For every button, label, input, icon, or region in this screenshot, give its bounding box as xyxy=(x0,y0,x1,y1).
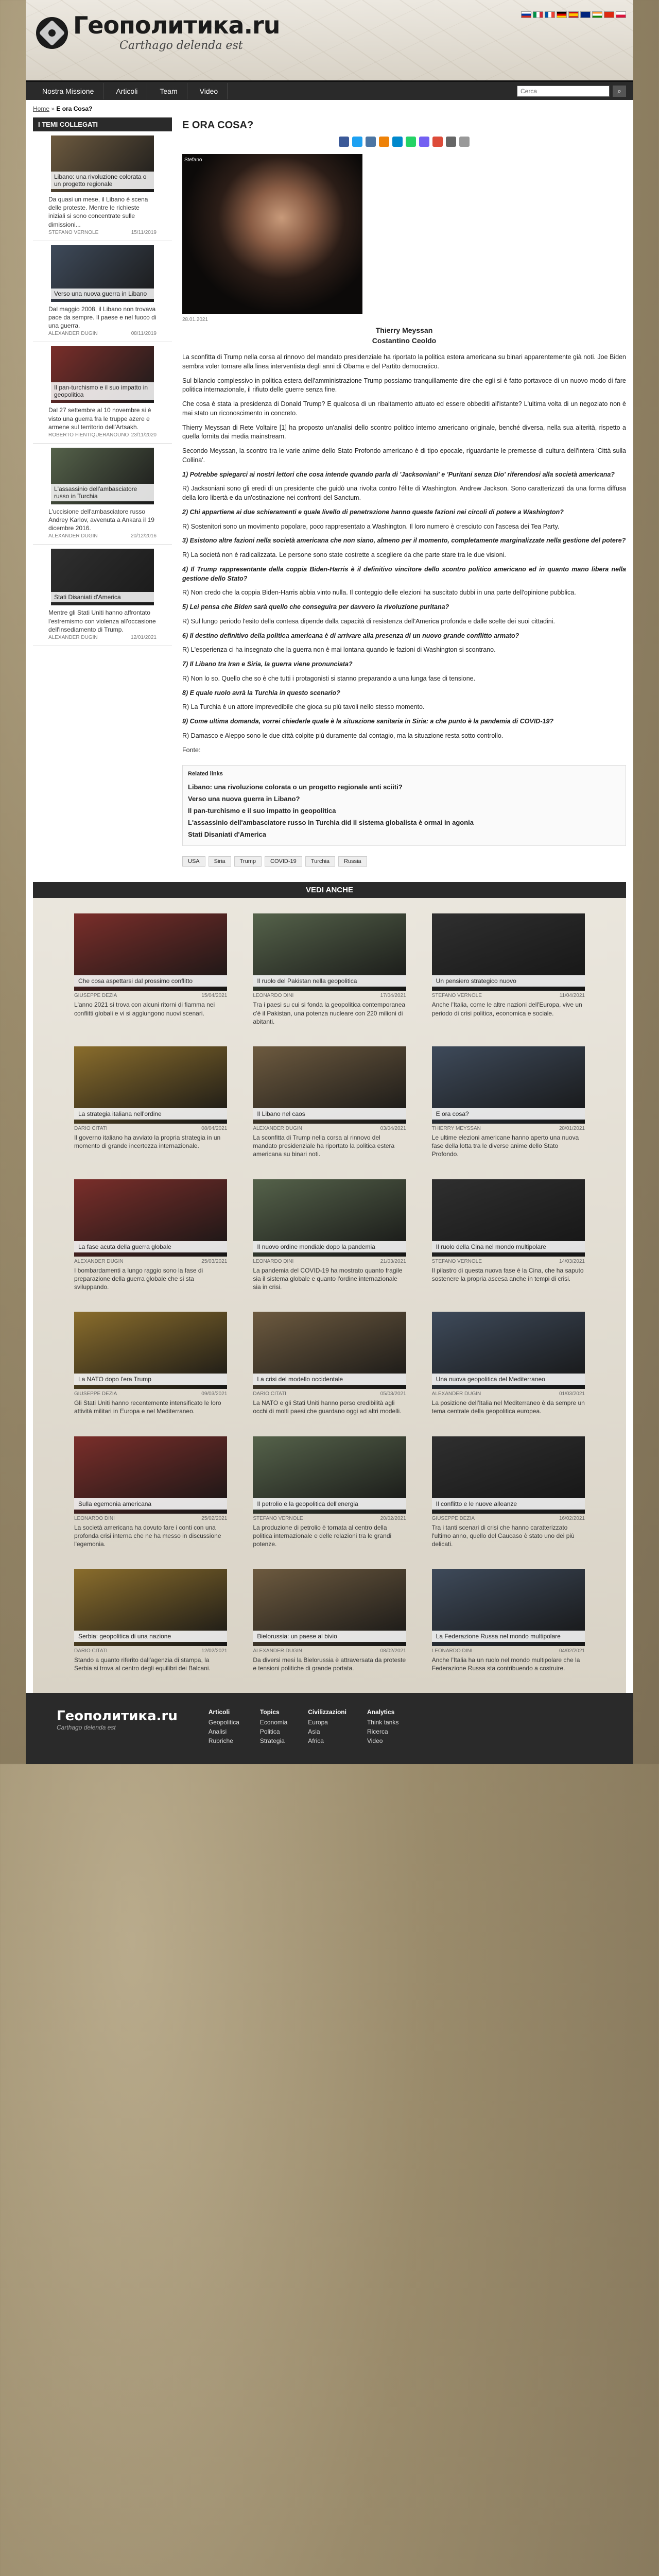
card-date: 14/03/2021 xyxy=(559,1258,585,1264)
footer-column-heading: Topics xyxy=(259,1708,280,1716)
related-links xyxy=(182,765,626,846)
nav-item-video[interactable]: Video xyxy=(190,83,228,99)
breadcrumb-home[interactable]: Home xyxy=(33,105,50,112)
interview-answer: R) L'esperienza ci ha insegnato che la guerra non è mai lontana quando le fazioni di Washington si scontrano. xyxy=(182,646,496,654)
footer-link[interactable]: Asia xyxy=(308,1728,320,1736)
footer-logo[interactable]: Геополитика.ru xyxy=(57,1708,178,1724)
nav-item-team[interactable]: Team xyxy=(150,83,187,99)
card-image[interactable] xyxy=(432,1046,585,1124)
sidebar-article-date: 12/01/2021 xyxy=(130,635,157,640)
card-date: 28/01/2021 xyxy=(559,1126,585,1131)
card-image[interactable] xyxy=(253,913,406,991)
card-author: STEFANO VERNOLE xyxy=(431,1258,482,1264)
see-also-card[interactable] xyxy=(253,1046,406,1159)
see-also-card[interactable] xyxy=(253,1569,406,1672)
nav-item-missione[interactable]: Nostra Missione xyxy=(33,83,103,99)
footer-column xyxy=(367,1708,398,1745)
see-also-card[interactable] xyxy=(253,913,406,1026)
related-link[interactable]: Il pan-turchismo e il suo impatto in geopolitica xyxy=(188,807,336,815)
footer-column xyxy=(308,1708,346,1745)
card-meta xyxy=(432,1124,585,1133)
sidebar-article[interactable] xyxy=(33,342,172,444)
card-text: Anche l'Italia ha un ruolo nel mondo multipolare che la Federazione Russa sta contribuendo a costruire. xyxy=(431,1656,580,1672)
card-text: Le ultime elezioni americane hanno aperto una nuova fase della lotta tra le diverse anime dello Stato Profondo. xyxy=(431,1134,579,1158)
whatsapp-icon[interactable] xyxy=(406,137,416,147)
footer-column xyxy=(209,1708,239,1745)
interview-question: 7) Il Libano tra Iran e Siria, la guerra viene pronunciata? xyxy=(182,660,353,668)
flag-en-icon[interactable] xyxy=(580,11,591,18)
card-image[interactable] xyxy=(74,1312,227,1389)
card-author: GIUSEPPE DEZIA xyxy=(431,1515,475,1521)
card-author: THIERRY MEYSSAN xyxy=(431,1126,481,1131)
card-meta xyxy=(74,1389,227,1399)
sidebar-thumbnail[interactable] xyxy=(51,549,154,605)
vk-icon[interactable] xyxy=(366,137,376,147)
card-image[interactable] xyxy=(253,1312,406,1389)
twitter-icon[interactable] xyxy=(352,137,362,147)
tag-chip[interactable]: Siria xyxy=(209,856,231,867)
interview-question: 2) Chi appartiene ai due schieramenti e quale livello di penetrazione hanno queste fazioni nei circoli di potere a Washington? xyxy=(182,508,564,516)
main-nav xyxy=(26,80,633,100)
card-date: 21/03/2021 xyxy=(380,1258,406,1264)
sidebar-article-text: Mentre gli Stati Uniti hanno affrontato l'estremismo con violenza all'occasione dell'insediamento di Trump. xyxy=(48,609,156,633)
see-also-card[interactable] xyxy=(74,913,227,1026)
sidebar-article-date: 08/11/2019 xyxy=(131,331,157,337)
interview-answer: R) Damasco e Aleppo sono le due città colpite più duramente dal contagio, ma la situazione resta sotto controllo. xyxy=(182,732,504,739)
card-meta xyxy=(253,1257,406,1266)
interview-answer: R) Sostenitori sono un movimento popolare, poco rappresentato a Washington. Il loro numero è cresciuto con l'ascesa dei Tea Party. xyxy=(182,522,560,530)
flag-fr-icon[interactable] xyxy=(545,11,555,18)
flag-de-icon[interactable] xyxy=(557,11,567,18)
footer-column-heading: Civilizzazioni xyxy=(308,1708,346,1716)
logo-emblem-icon xyxy=(36,17,68,49)
card-author: GIUSEPPE DEZIA xyxy=(74,1391,117,1397)
sidebar-article-date: 20/12/2016 xyxy=(130,533,157,539)
sidebar-article-date: 15/11/2019 xyxy=(131,229,157,235)
related-link[interactable]: L'assassinio dell'ambasciatore russo in Turchia did il sistema globalista è ormai in agonia xyxy=(188,819,474,827)
card-caption[interactable]: Il ruolo del Pakistan nella geopolitica xyxy=(253,975,406,987)
print-icon[interactable] xyxy=(459,137,470,147)
see-also-heading: VEDI ANCHE xyxy=(33,882,626,898)
card-caption[interactable]: Che cosa aspettarsi dal prossimo conflitto xyxy=(74,975,227,987)
card-meta xyxy=(432,1514,585,1523)
ok-icon[interactable] xyxy=(379,137,389,147)
card-caption[interactable]: La strategia italiana nell'ordine xyxy=(74,1108,227,1120)
card-caption[interactable]: La Federazione Russa nel mondo multipolare xyxy=(432,1631,585,1642)
card-caption[interactable]: Una nuova geopolitica del Mediterraneo xyxy=(432,1374,585,1385)
card-meta xyxy=(432,1389,585,1399)
sidebar-article[interactable] xyxy=(33,444,172,545)
footer-subtitle: Carthago delenda est xyxy=(57,1724,116,1732)
page xyxy=(26,0,633,1764)
tag-chip[interactable]: COVID-19 xyxy=(265,856,302,867)
sidebar-article-author: STEFANO VERNOLE xyxy=(48,229,99,235)
breadcrumb-current: E ora Cosa? xyxy=(56,105,93,112)
sidebar-thumbnail[interactable] xyxy=(51,448,154,504)
card-text: I bombardamenti a lungo raggio sono la fase di preparazione della guerra globale che si sta sviluppando. xyxy=(74,1266,203,1291)
viber-icon[interactable] xyxy=(419,137,429,147)
card-image[interactable] xyxy=(74,1179,227,1257)
breadcrumb: Home » E ora Cosa? xyxy=(33,105,93,112)
sidebar-article-date: 23/11/2020 xyxy=(131,432,157,438)
see-also-card[interactable] xyxy=(432,1312,585,1415)
sidebar-thumbnail-caption[interactable]: Verso una nuova guerra in Libano xyxy=(51,289,154,299)
interview-question: 3) Esistono altre fazioni nella società americana che non siano, almeno per il momento, completamente marginalizzate nella gestione del potere? xyxy=(182,537,626,545)
card-caption[interactable]: Serbia: geopolitica di una nazione xyxy=(74,1631,227,1642)
portrait-tag: Stefano xyxy=(184,157,202,163)
card-meta xyxy=(253,1389,406,1399)
sidebar-article[interactable] xyxy=(33,241,172,343)
language-flags xyxy=(521,11,626,18)
card-image[interactable] xyxy=(432,913,585,991)
tag-list xyxy=(182,856,626,867)
article xyxy=(182,117,626,872)
logo-subtitle: Carthago delenda est xyxy=(119,39,243,52)
article-paragraph: Secondo Meyssan, la scontro tra le varie anime dello Stato Profondo americano è di tipo epocale, riguardante le premesse di cultura dell'intera 'Città sulla Collina'. xyxy=(182,447,626,464)
card-text: L'anno 2021 si trova con alcuni ritorni di fiamma nei conflitti globali e vi si aggiungono nuovi scenari. xyxy=(74,1001,215,1017)
card-caption[interactable]: Il nuovo ordine mondiale dopo la pandemia xyxy=(253,1241,406,1252)
card-text: La produzione di petrolio è tornata al centro della politica internazionale e delle relazioni tra le grandi potenze. xyxy=(253,1523,392,1548)
footer-link[interactable]: Economia xyxy=(259,1719,288,1726)
related-link[interactable]: Stati Disaniati d'America xyxy=(188,831,266,839)
footer-link[interactable]: Ricerca xyxy=(367,1728,388,1736)
email-icon[interactable] xyxy=(446,137,456,147)
card-text: La pandemia del COVID-19 ha mostrato quanto fragile sia il sistema globale e quanto l'ordine internazionale sia in crisi. xyxy=(253,1266,403,1291)
footer-column xyxy=(260,1708,287,1745)
sidebar-article-meta xyxy=(33,229,172,235)
see-also-grid xyxy=(33,898,626,1693)
sidebar-article-meta xyxy=(33,634,172,640)
sidebar-thumbnail-caption[interactable]: Stati Disaniati d'America xyxy=(51,592,154,602)
interview-answer: R) Jacksoniani sono gli eredi di un presidente che guidò una rivolta contro l'élite di Washington. Andrew Jackson. Sono caratterizzati da una forma diffusa della loro libertà e da un'ostinazione nei confronti del Sanctum. xyxy=(182,485,626,502)
card-image[interactable] xyxy=(432,1312,585,1389)
card-date: 04/02/2021 xyxy=(559,1648,585,1654)
sidebar-thumbnail-caption[interactable]: Libano: una rivoluzione colorata o un progetto regionale xyxy=(51,172,154,189)
interview-answer: R) La Turchia è un attore imprevedibile che gioca su più tavoli nello stesso momento. xyxy=(182,703,425,711)
footer-link[interactable]: Politica xyxy=(259,1728,280,1736)
search-input[interactable] xyxy=(517,86,610,97)
card-image[interactable] xyxy=(74,913,227,991)
card-text: La NATO e gli Stati Uniti hanno perso credibilità agli occhi di molti paesi che guardano oggi ad altri modelli. xyxy=(253,1399,402,1415)
card-image[interactable] xyxy=(253,1046,406,1124)
article-portrait xyxy=(182,154,362,314)
card-author: LEONARDO DINI xyxy=(253,993,294,999)
sidebar-article-text: Dal maggio 2008, il Libano non trovava pace da sempre. Il paese e nel fuoco di una guerra. xyxy=(48,305,157,330)
card-date: 16/02/2021 xyxy=(559,1515,585,1521)
see-also-card[interactable] xyxy=(432,1179,585,1292)
sidebar xyxy=(33,117,172,872)
footer-columns xyxy=(209,1708,398,1745)
related-link[interactable]: Libano: una rivoluzione colorata o un progetto regionale anti sciiti? xyxy=(188,783,403,791)
card-caption[interactable]: Un pensiero strategico nuovo xyxy=(432,975,585,987)
article-paragraph: Che cosa è stata la presidenza di Donald Trump? E qualcosa di un ribaltamento attuato ed essere obbediti all'istante? L'ultima volta di un negoziato non è mai stato un riconoscimento in concreto. xyxy=(182,400,626,417)
site-logo[interactable] xyxy=(36,13,280,52)
sidebar-article-text: L'uccisione dell'ambasciatore russo Andrey Karlov, avvenuta a Ankara il 19 dicembre 2016. xyxy=(48,507,154,532)
card-caption[interactable]: La fase acuta della guerra globale xyxy=(74,1241,227,1252)
sidebar-thumbnail-caption[interactable]: Il pan-turchismo e il suo impatto in geopolitica xyxy=(51,382,154,400)
article-source: Fonte: xyxy=(182,746,201,754)
card-date: 09/03/2021 xyxy=(201,1391,228,1397)
tag-chip[interactable]: USA xyxy=(182,856,205,867)
interview-answer: R) Non lo so. Quello che so è che tutti i protagonisti si stanno preparando a una lunga fase di tensione. xyxy=(182,674,476,682)
flag-pl-icon[interactable] xyxy=(616,11,626,18)
card-text: Gli Stati Uniti hanno recentemente intensificato le loro attività militari in Europa e nel Mediterraneo. xyxy=(74,1399,221,1415)
sidebar-thumbnail[interactable] xyxy=(51,245,154,302)
see-also-card[interactable] xyxy=(432,1436,585,1549)
card-author: ALEXANDER DUGIN xyxy=(253,1648,302,1654)
see-also-card[interactable] xyxy=(253,1179,406,1292)
sidebar-list xyxy=(33,131,172,646)
see-also-card[interactable] xyxy=(432,913,585,1026)
card-meta xyxy=(74,1257,227,1266)
footer-link[interactable]: Africa xyxy=(308,1737,324,1745)
card-date: 05/03/2021 xyxy=(380,1391,406,1397)
card-caption[interactable]: Bielorussia: un paese al bivio xyxy=(253,1631,406,1642)
see-also-card[interactable] xyxy=(253,1312,406,1415)
sidebar-article-author: ALEXANDER DUGIN xyxy=(48,533,98,539)
sidebar-thumbnail-caption[interactable]: L'assassinio dell'ambasciatore russo in Turchia xyxy=(51,484,154,501)
card-image[interactable] xyxy=(432,1179,585,1257)
card-date: 25/02/2021 xyxy=(201,1515,228,1521)
share-bar xyxy=(182,137,626,147)
interview-answer: R) La società non è radicalizzata. Le persone sono state costrette a scegliere da che parte stare tra le due visioni. xyxy=(182,551,506,559)
card-image[interactable] xyxy=(432,1569,585,1646)
flag-in-icon[interactable] xyxy=(592,11,602,18)
site-footer xyxy=(26,1693,633,1764)
card-text: Il governo italiano ha avviato la propria strategia in un momento di grande incertezza internazionale. xyxy=(74,1134,221,1150)
article-paragraph: Thierry Meyssan di Rete Voltaire [1] ha proposto un'analisi dello scontro politico interno americano originale, benché diversa, nella sua alterità, rispetto a quella fornita dai media mainstream. xyxy=(182,423,626,440)
sidebar-article-meta xyxy=(33,330,172,336)
footer-link[interactable]: Think tanks xyxy=(367,1719,399,1726)
card-date: 11/04/2021 xyxy=(559,993,585,999)
card-meta xyxy=(432,991,585,1001)
card-author: DARIO CITATI xyxy=(253,1391,286,1397)
card-caption[interactable]: Il conflitto e le nuove alleanze xyxy=(432,1498,585,1510)
sidebar-article-author: ALEXANDER DUGIN xyxy=(48,635,98,640)
related-heading: Related links xyxy=(188,771,223,777)
tag-chip[interactable]: Trump xyxy=(234,856,262,867)
card-author: ALEXANDER DUGIN xyxy=(253,1126,302,1131)
card-meta xyxy=(253,1646,406,1656)
card-caption[interactable]: Il ruolo della Cina nel mondo multipolare xyxy=(432,1241,585,1252)
sidebar-article-author: ROBERTO FIENTIQUERANOUNO xyxy=(48,432,129,438)
footer-column-heading: Articoli xyxy=(208,1708,230,1716)
card-caption[interactable]: Il petrolio e la geopolitica dell'energia xyxy=(253,1498,406,1510)
footer-link[interactable]: Rubriche xyxy=(208,1737,233,1745)
logo-title: Геополитика.ru xyxy=(73,11,280,39)
article-paragraph: La sconfitta di Trump nella corsa al rinnovo del mandato presidenziale ha riportato la politica estera americana su binari apparentemente già noti. Joe Biden sembra voler tornare alla linea interventista degli anni di Obama e del Partito democratico. xyxy=(182,353,626,370)
card-meta xyxy=(253,1514,406,1523)
flag-cn-icon[interactable] xyxy=(604,11,614,18)
card-image[interactable] xyxy=(253,1179,406,1257)
card-text: La sconfitta di Trump nella corsa al rinnovo del mandato presidenziale ha riportato la politica estera americana su binari noti. xyxy=(253,1134,395,1158)
article-body xyxy=(182,353,626,755)
card-text: Tra i paesi su cui si fonda la geopolitica contemporanea c'è il Pakistan, una potenza nucleare con 220 milioni di abitanti. xyxy=(253,1001,406,1025)
card-image[interactable] xyxy=(253,1569,406,1646)
card-author: LEONARDO DINI xyxy=(431,1648,473,1654)
search-icon: ⌕ xyxy=(617,87,621,95)
flag-ru-icon[interactable] xyxy=(521,11,531,18)
card-text: La posizione dell'Italia nel Mediterraneo è da sempre un tema centrale della geopolitica europea. xyxy=(431,1399,585,1415)
see-also-card[interactable] xyxy=(74,1312,227,1415)
footer-column-heading: Analytics xyxy=(367,1708,395,1716)
card-author: ALEXANDER DUGIN xyxy=(74,1258,124,1264)
google-icon[interactable] xyxy=(432,137,443,147)
card-date: 12/02/2021 xyxy=(201,1648,228,1654)
card-meta xyxy=(253,991,406,1001)
sidebar-article[interactable] xyxy=(33,131,172,241)
sidebar-thumbnail[interactable] xyxy=(51,135,154,192)
card-text: Tra i tanti scenari di crisi che hanno caratterizzato l'ultimo anno, quello del Caucaso è stato uno dei più delicati. xyxy=(431,1523,575,1548)
card-author: LEONARDO DINI xyxy=(253,1258,294,1264)
card-text: Stando a quanto riferito dall'agenzia di stampa, la Serbia si trova al centro degli equilibri dei Balcani. xyxy=(74,1656,211,1672)
card-author: STEFANO VERNOLE xyxy=(253,1515,303,1521)
see-also-card[interactable] xyxy=(74,1436,227,1549)
footer-link[interactable]: Strategia xyxy=(259,1737,285,1745)
interview-answer: R) Non credo che la coppia Biden-Harris abbia vinto nulla. Il conteggio delle elezioni ha suscitato dubbi in una parte dell'opinione pubblica. xyxy=(182,589,576,597)
footer-link[interactable]: Europa xyxy=(308,1719,328,1726)
card-date: 08/02/2021 xyxy=(380,1648,406,1654)
card-text: Da diversi mesi la Bielorussia è attraversata da proteste e tensioni politiche di grande portata. xyxy=(253,1656,406,1672)
footer-link[interactable]: Video xyxy=(367,1737,383,1745)
author-line-1: Thierry Meyssan xyxy=(375,326,433,334)
card-date: 01/03/2021 xyxy=(559,1391,585,1397)
card-text: Anche l'Italia, come le altre nazioni dell'Europa, vive un periodo di crisi politica, economica e sociale. xyxy=(431,1001,582,1017)
card-meta xyxy=(432,1646,585,1656)
article-paragraph: Sul bilancio complessivo in politica estera dell'amministrazione Trump possiamo tranquillamente dire che egli si è fatto portavoce di un nuovo modo di fare politica internazionale, il rifiuto delle guerre senza fine. xyxy=(182,377,626,394)
article-title: E ORA COSA? xyxy=(182,120,254,131)
see-also-card[interactable] xyxy=(74,1046,227,1159)
sidebar-article-text: Dal 27 settembre al 10 novembre si è visto una guerra fra le truppe azere e armene sul territorio dell'Artsakh. xyxy=(48,406,151,431)
card-meta xyxy=(432,1257,585,1266)
card-author: LEONARDO DINI xyxy=(74,1515,115,1521)
see-also-card[interactable] xyxy=(432,1046,585,1159)
card-date: 08/04/2021 xyxy=(201,1126,228,1131)
interview-question: 4) Il Trump rappresentante della coppia Biden-Harris è il definitivo vincitore dello scontro politico americano ed in quanto mano libera nella gestione dello Stato? xyxy=(182,565,626,582)
see-also-card[interactable] xyxy=(74,1179,227,1292)
search-button[interactable] xyxy=(613,86,626,97)
facebook-icon[interactable] xyxy=(339,137,349,147)
interview-question: 9) Come ultima domanda, vorrei chiederle quale è la situazione sanitaria in Siria: a che punto è la pandemia di COVID-19? xyxy=(182,718,554,725)
card-caption[interactable]: La NATO dopo l'era Trump xyxy=(74,1374,227,1385)
card-author: DARIO CITATI xyxy=(74,1126,108,1131)
tag-chip[interactable]: Russia xyxy=(338,856,367,867)
card-date: 17/04/2021 xyxy=(380,993,406,999)
tag-chip[interactable]: Turchia xyxy=(305,856,335,867)
card-image[interactable] xyxy=(74,1046,227,1124)
footer-link[interactable]: Analisi xyxy=(208,1728,227,1736)
card-date: 20/02/2021 xyxy=(380,1515,406,1521)
card-author: GIUSEPPE DEZIA xyxy=(74,993,117,999)
interview-question: 6) Il destino definitivo della politica americana è di arrivare alla presenza di un nuovo grande conflitto armato? xyxy=(182,632,519,639)
flag-it-icon[interactable] xyxy=(533,11,543,18)
main-layout xyxy=(26,117,633,882)
card-image[interactable] xyxy=(74,1569,227,1646)
card-meta xyxy=(253,1124,406,1133)
card-date: 25/03/2021 xyxy=(201,1258,228,1264)
sidebar-article[interactable] xyxy=(33,545,172,646)
sidebar-article-text: Da quasi un mese, il Libano è scena delle proteste. Mentre le richieste iniziali si sono concentrate sulle dimissioni... xyxy=(48,196,148,228)
card-meta xyxy=(74,991,227,1001)
card-image[interactable] xyxy=(253,1436,406,1514)
see-also-card[interactable] xyxy=(253,1436,406,1549)
card-meta xyxy=(74,1514,227,1523)
author-line-2: Costantino Ceoldo xyxy=(372,336,437,345)
card-image[interactable] xyxy=(74,1436,227,1514)
card-author: STEFANO VERNOLE xyxy=(431,993,482,999)
sidebar-thumbnail[interactable] xyxy=(51,346,154,403)
see-also-card[interactable] xyxy=(74,1569,227,1672)
site-header xyxy=(26,0,633,80)
flag-es-icon[interactable] xyxy=(568,11,579,18)
related-link[interactable]: Verso una nuova guerra in Libano? xyxy=(188,795,300,803)
card-date: 15/04/2021 xyxy=(201,993,228,999)
card-caption[interactable]: Sulla egemonia americana xyxy=(74,1498,227,1510)
sidebar-article-meta xyxy=(33,431,172,438)
portrait-date: 28.01.2021 xyxy=(182,317,209,323)
card-meta xyxy=(74,1124,227,1133)
nav-item-articoli[interactable]: Articoli xyxy=(107,83,147,99)
card-caption[interactable]: Il Libano nel caos xyxy=(253,1108,406,1120)
sidebar-article-author: ALEXANDER DUGIN xyxy=(48,331,98,337)
interview-answer: R) Sul lungo periodo l'esito della contesa dipende dalla capacità di resistenza dell'America profonda e dalle scelte dei suoi cittadini. xyxy=(182,617,555,625)
card-text: La società americana ha dovuto fare i conti con una profonda crisi interna che ne ha messo in discussione l'egemonia. xyxy=(74,1523,221,1548)
card-author: ALEXANDER DUGIN xyxy=(431,1391,481,1397)
see-also-card[interactable] xyxy=(432,1569,585,1672)
interview-question: 8) E quale ruolo avrà la Turchia in questo scenario? xyxy=(182,689,340,697)
card-image[interactable] xyxy=(432,1436,585,1514)
card-caption[interactable]: E ora cosa? xyxy=(432,1108,585,1120)
sidebar-heading: I TEMI COLLEGATI xyxy=(33,117,172,131)
interview-question: 5) Lei pensa che Biden sarà quello che conseguira per davvero la rivoluzione puritana? xyxy=(182,603,449,611)
sidebar-article-meta xyxy=(33,532,172,539)
card-caption[interactable]: La crisi del modello occidentale xyxy=(253,1374,406,1385)
card-text: Il pilastro di questa nuova fase è la Cina, che ha saputo sostenere la propria ascesa anche in tempi di crisi. xyxy=(431,1266,584,1282)
card-author: DARIO CITATI xyxy=(74,1648,108,1654)
interview-question: 1) Potrebbe spiegarci ai nostri lettori che cosa intende quando parla di 'Jacksoniani' e 'Puritani senza Dio' riferendosi alla società americana? xyxy=(182,470,615,478)
telegram-icon[interactable] xyxy=(392,137,403,147)
card-meta xyxy=(74,1646,227,1656)
article-author xyxy=(182,326,626,346)
footer-link[interactable]: Geopolitica xyxy=(208,1719,239,1726)
card-date: 03/04/2021 xyxy=(380,1126,406,1131)
